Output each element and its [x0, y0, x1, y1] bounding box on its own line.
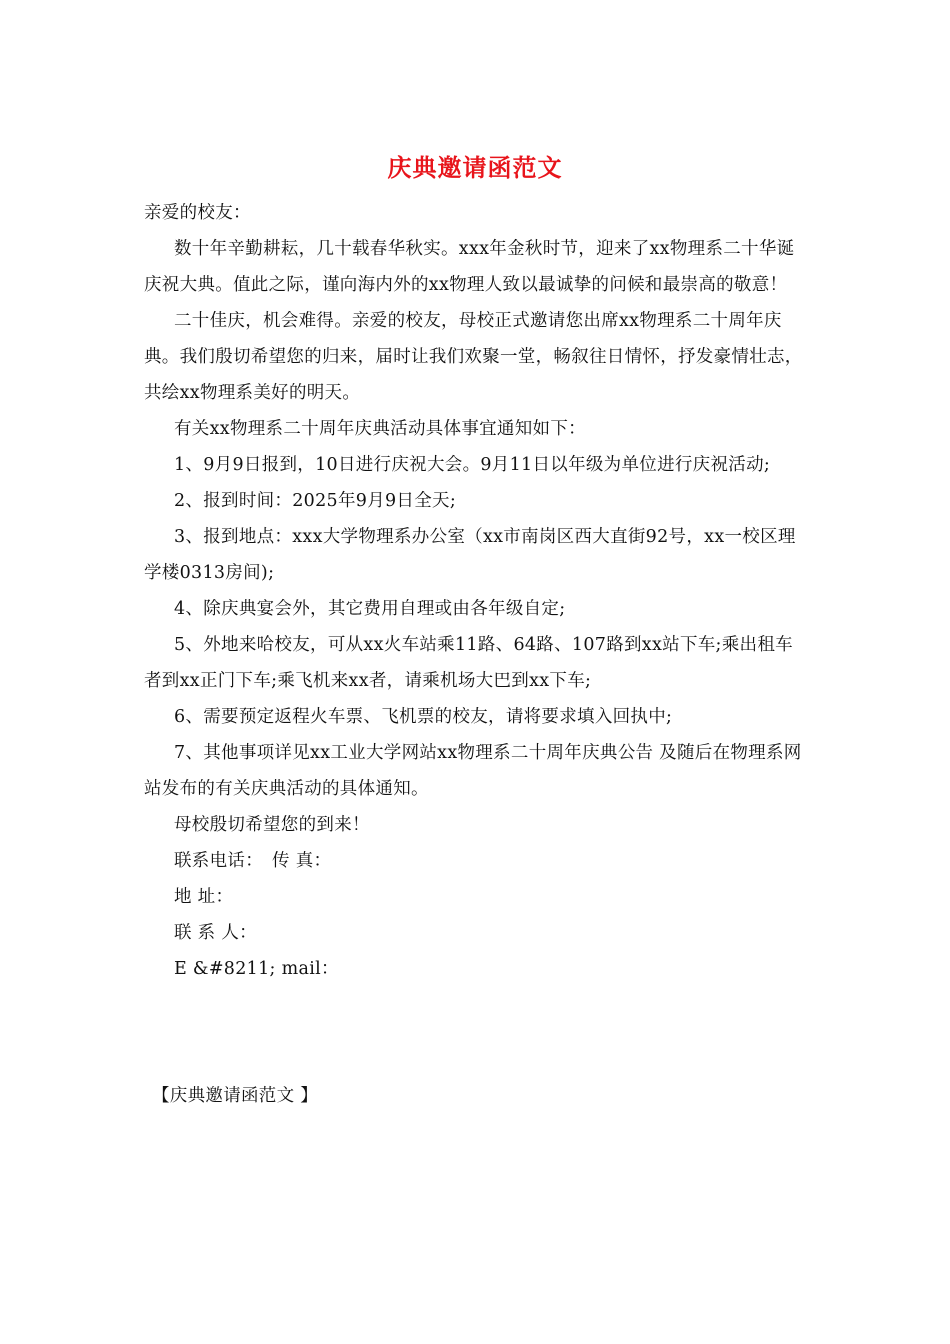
salutation: 亲爱的校友：: [144, 203, 251, 223]
list-item: 1、9月9日报到，10日进行庆祝大会。9月11日以年级为单位进行庆祝活动;: [174, 455, 771, 475]
paragraph-closing: 母校殷切希望您的到来！: [174, 815, 370, 835]
document-title: 庆典邀请函范文: [387, 153, 563, 182]
contact-address: 地 址：: [174, 887, 234, 907]
list-item: 4、除庆典宴会外，其它费用自理或由各年级自定;: [174, 599, 566, 619]
document-body: [144, 195, 810, 987]
list-item: 3、报到地点：xxx大学物理系办公室（xx市南岗区西大直街92号，xx一校区理学楼0313房间);: [144, 527, 796, 583]
footer-reference: 【庆典邀请函范文 】: [152, 1086, 319, 1106]
contact-phone-fax: 联系电话： 传 真：: [174, 851, 332, 871]
list-item: 2、报到时间：2025年9月9日全天;: [174, 491, 457, 511]
paragraph-intro: 数十年辛勤耕耘，几十载春华秋实。xxx年金秋时节，迎来了xx物理系二十华诞庆祝大典。值此之际，谨向海内外的xx物理人致以最诚挚的问候和最崇高的敬意！: [144, 239, 795, 295]
paragraph-invitation: 二十佳庆，机会难得。亲爱的校友，母校正式邀请您出席xx物理系二十周年庆典。我们殷切希望您的归来，届时让我们欢聚一堂，畅叙往日情怀，抒发豪情壮志，共绘xx物理系美好的明天。: [144, 311, 803, 403]
list-item: 5、外地来哈校友，可从xx火车站乘11路、64路、107路到xx站下车;乘出租车者到xx正门下车;乘飞机来xx者，请乘机场大巴到xx下车;: [144, 635, 793, 691]
contact-email: E &#8211; mail：: [174, 959, 339, 979]
contact-person: 联 系 人：: [174, 923, 257, 943]
paragraph-notice-heading: 有关xx物理系二十周年庆典活动具体事宜通知如下：: [174, 419, 586, 439]
list-item: 7、其他事项详见xx工业大学网站xx物理系二十周年庆典公告 及随后在物理系网站发布的有关庆典活动的具体通知。: [144, 743, 802, 799]
list-item: 6、需要预定返程火车票、飞机票的校友，请将要求填入回执中;: [174, 707, 673, 727]
